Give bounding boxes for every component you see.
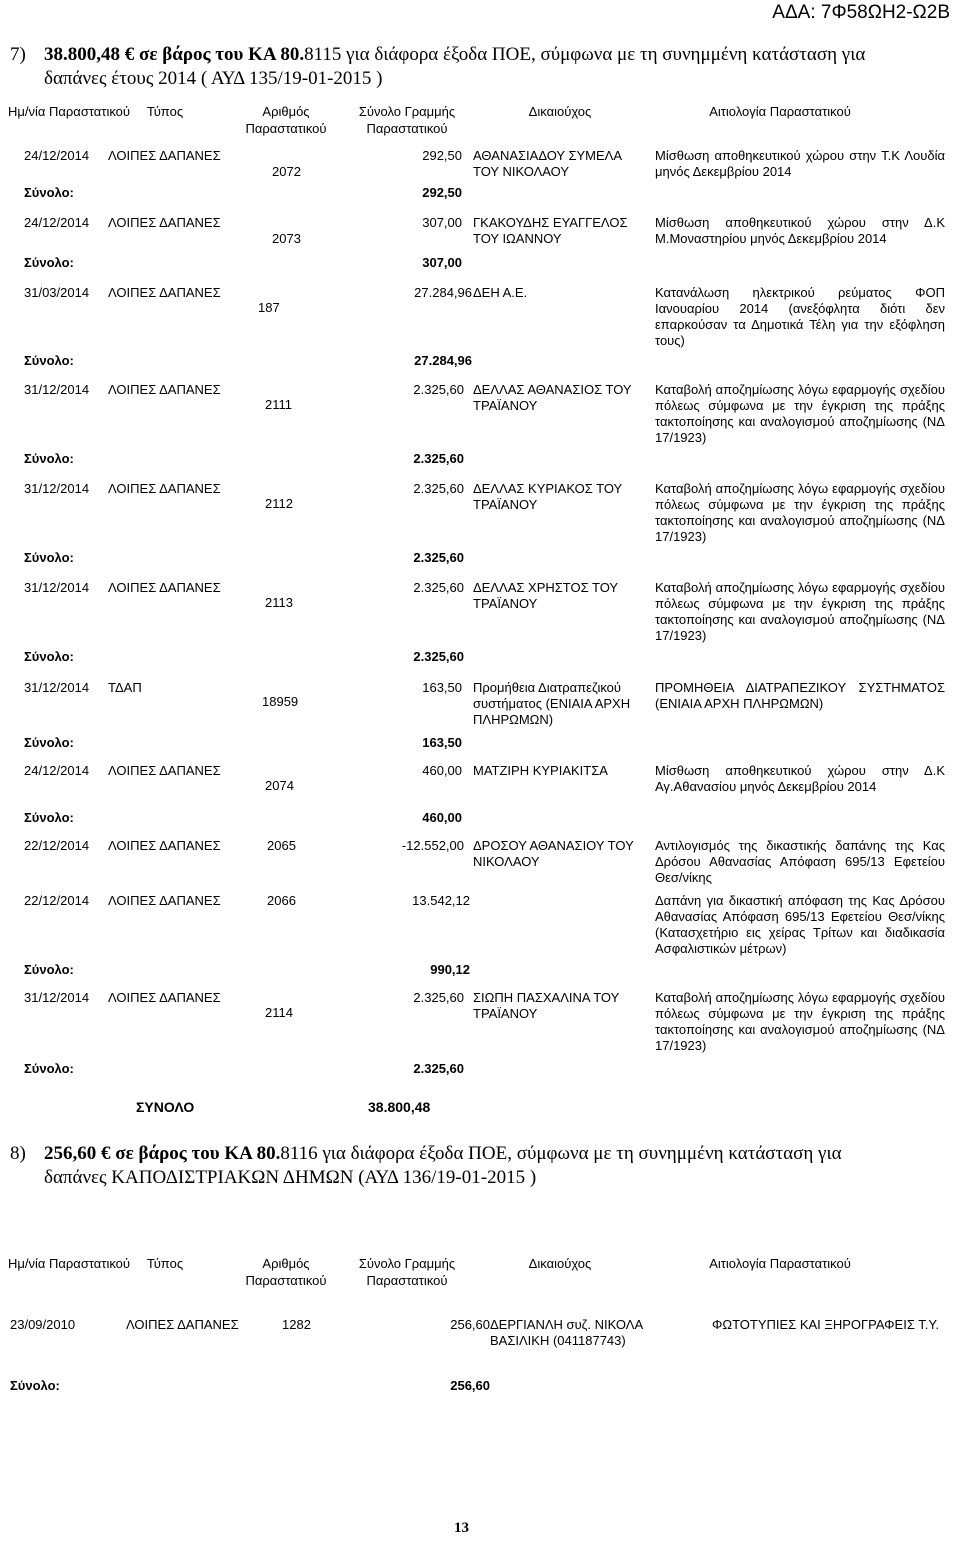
table-row-number: 2066 <box>267 893 296 908</box>
subtotal-value: 163,50 <box>422 735 462 750</box>
table-row-type: ΛΟΙΠΕΣ ΔΑΠΑΝΕΣ <box>108 893 221 908</box>
table-row-date: 31/12/2014 <box>24 481 90 496</box>
table-row-number: 2111 <box>265 397 292 412</box>
table-row-reason: Καταβολή αποζημίωσης λόγω εφαρμογής σχεδίου πόλεως σύμφωνα με την έγκριση της πράξης τακτοποίησης και αναλογισμού αποζημίωσης (ΝΔ 17/1923) <box>655 382 945 445</box>
table-row-type: ΛΟΙΠΕΣ ΔΑΠΑΝΕΣ <box>108 580 221 595</box>
table-row-reason: Μίσθωση αποθηκευτικού χώρου στην Δ.Κ Αγ.Αθανασίου μηνός Δεκεμβρίου 2014 <box>655 763 945 794</box>
table-row-beneficiary: ΔΕΗ Α.Ε. <box>473 285 528 300</box>
table-row-date: 31/12/2014 <box>24 680 90 695</box>
grand-total-value: 38.800,48 <box>368 1099 431 1115</box>
subtotal-label: Σύνολο: <box>24 451 74 466</box>
table-row-number: 2074 <box>265 778 294 793</box>
table-row-amount: 27.284,96 <box>414 285 472 300</box>
subtotal-label: Σύνολο: <box>24 649 74 664</box>
table-row-reason: ΦΩΤΟΤΥΠΙΕΣ ΚΑΙ ΞΗΡΟΓΡΑΦΕΙΣ Τ.Υ. <box>712 1317 939 1332</box>
table-row-beneficiary: ΜΑΤΖΙΡΗ ΚΥΡΙΑΚΙΤΣΑ <box>473 763 608 778</box>
section-8-text: 8116 για διάφορα έξοδα ΠΟΕ, σύμφωνα με τη συνημμένη κατάσταση για <box>280 1143 842 1164</box>
table-row-number: 187 <box>258 300 280 315</box>
subtotal-value: 307,00 <box>422 255 462 270</box>
table-row-amount: 307,00 <box>422 215 462 230</box>
table-row-date: 23/09/2010 <box>10 1317 76 1332</box>
header-line-total: Σύνολο Γραμμής Παραστατικού <box>358 104 456 136</box>
header-number: Αριθμός Παραστατικού <box>245 1256 327 1288</box>
table-row-date: 31/03/2014 <box>24 285 90 300</box>
table-row-reason: Αντιλογισμός της δικαστικής δαπάνης της Κας Δρόσου Αθανασίας Απόφαση 695/13 Εφετείου Θεσ/νίκης <box>655 838 945 885</box>
subtotal-value: 27.284,96 <box>414 353 472 368</box>
table-row-number: 2113 <box>265 595 293 610</box>
table-row-date: 31/12/2014 <box>24 990 90 1005</box>
table-row-type: ΛΟΙΠΕΣ ΔΑΠΑΝΕΣ <box>108 763 221 778</box>
table-row-number: 1282 <box>282 1317 311 1332</box>
header-date: Ημ/νία Παραστατικού <box>8 1256 131 1271</box>
header-type: Τύπος <box>146 1256 184 1271</box>
table-row-beneficiary: Προμήθεια Διατραπεζικού συστήματος (ΕΝΙΑΙΑ ΑΡΧΗ ΠΛΗΡΩΜΩΝ) <box>473 680 631 727</box>
table-row-beneficiary: ΔΕΛΛΑΣ ΑΘΑΝΑΣΙΟΣ ΤΟΥ ΤΡΑΪΑΝΟΥ <box>473 382 632 413</box>
table-row-date: 24/12/2014 <box>24 215 90 230</box>
table-row-amount: 292,50 <box>422 148 462 163</box>
table-row-reason: Καταβολή αποζημίωσης λόγω εφαρμογής σχεδίου πόλεως σύμφωνα με την έγκριση της πράξης τακτοποίησης και αναλογισμού αποζημίωσης (ΝΔ 17/1923) <box>655 481 945 544</box>
header-beneficiary: Δικαιούχος <box>528 104 592 119</box>
section-8-number: 8) <box>10 1143 26 1164</box>
section-8-heading <box>44 1143 842 1165</box>
table-row-beneficiary: ΔΕΛΛΑΣ ΚΥΡΙΑΚΟΣ ΤΟΥ ΤΡΑΪΑΝΟΥ <box>473 481 622 512</box>
section-7-heading <box>44 44 865 66</box>
table-row-beneficiary: ΣΙΩΠΗ ΠΑΣΧΑΛΙΝΑ ΤΟΥ ΤΡΑΪΑΝΟΥ <box>473 990 620 1021</box>
table-row-number: 18959 <box>262 694 299 709</box>
table-row-date: 24/12/2014 <box>24 763 90 778</box>
table-row-number: 2072 <box>272 164 301 179</box>
table-row-date: 31/12/2014 <box>24 382 90 397</box>
subtotal-label: Σύνολο: <box>10 1378 60 1393</box>
table-row-amount: -12.552,00 <box>401 838 464 853</box>
table-row-number: 2065 <box>267 838 296 853</box>
grand-total-label: ΣΥΝΟΛΟ <box>136 1099 195 1115</box>
subtotal-value: 2.325,60 <box>413 1061 464 1076</box>
section-7-subheading: δαπάνες έτους 2014 ( ΑΥΔ 135/19-01-2015 ) <box>44 68 383 89</box>
table-row-number: 2112 <box>265 496 293 511</box>
table-row-type: ΛΟΙΠΕΣ ΔΑΠΑΝΕΣ <box>126 1317 239 1332</box>
header-type: Τύπος <box>146 104 184 119</box>
table-row-date: 31/12/2014 <box>24 580 90 595</box>
table-row-beneficiary: ΔΕΡΓΙΑΝΛΗ συζ. ΝΙΚΟΛΑ ΒΑΣΙΛΙΚΗ (041187743) <box>490 1317 643 1348</box>
subtotal-label: Σύνολο: <box>24 185 74 200</box>
table-row-beneficiary: ΓΚΑΚΟΥΔΗΣ ΕΥΑΓΓΕΛΟΣ ΤΟΥ ΙΩΑΝΝΟΥ <box>473 215 628 246</box>
subtotal-label: Σύνολο: <box>24 255 74 270</box>
table-row-amount: 256,60 <box>450 1317 490 1332</box>
table-row-beneficiary: ΑΘΑΝΑΣΙΑΔΟΥ ΣΥΜΕΛΑ ΤΟΥ ΝΙΚΟΛΑΟΥ <box>473 148 622 179</box>
subtotal-label: Σύνολο: <box>24 735 74 750</box>
table-row-number: 2073 <box>272 231 301 246</box>
page-number: 13 <box>454 1520 469 1536</box>
subtotal-label: Σύνολο: <box>24 1061 74 1076</box>
table-row-beneficiary: ΔΡΟΣΟΥ ΑΘΑΝΑΣΙΟΥ ΤΟΥ ΝΙΚΟΛΑΟΥ <box>473 838 634 869</box>
table-row-reason: Μίσθωση αποθηκευτικού χώρου στην Δ.Κ Μ.Μοναστηρίου μηνός Δεκεμβρίου 2014 <box>655 215 945 246</box>
subtotal-value: 256,60 <box>450 1378 490 1393</box>
ada-code: ΑΔΑ: 7Φ58ΩΗ2-Ω2Β <box>772 2 950 23</box>
table-row-reason: Μίσθωση αποθηκευτικού χώρου στην Τ.Κ Λουδία μηνός Δεκεμβρίου 2014 <box>655 148 945 179</box>
table-row-date: 22/12/2014 <box>24 893 90 908</box>
table-row-reason: ΠΡΟΜΗΘΕΙΑ ΔΙΑΤΡΑΠΕΖΙΚΟΥ ΣΥΣΤΗΜΑΤΟΣ (ΕΝΙΑΙΑ ΑΡΧΗ ΠΛΗΡΩΜΩΝ) <box>655 680 945 711</box>
header-line-total: Σύνολο Γραμμής Παραστατικού <box>358 1256 456 1288</box>
section-7-amount: 38.800,48 € σε βάρος του ΚΑ 80. <box>44 44 305 65</box>
table-row-reason: Δαπάνη για δικαστική απόφαση της Κας Δρόσου Αθανασίας Απόφαση 695/13 Εφετείου Θεσ/νίκης (Κατασχετήριο εις χείρας Τρίτων και διαδικασία Ασφαλιστικών μέτρων) <box>655 893 945 956</box>
header-date: Ημ/νία Παραστατικού <box>8 104 131 119</box>
subtotal-value: 2.325,60 <box>413 550 464 565</box>
header-reason: Αιτιολογία Παραστατικού <box>709 1256 851 1271</box>
header-number: Αριθμός Παραστατικού <box>245 104 327 136</box>
table-row-number: 2114 <box>265 1005 293 1020</box>
table-row-reason: Κατανάλωση ηλεκτρικού ρεύματος ΦΟΠ Ιανουαρίου 2014 (ανεξόφλητα διότι δεν επαρκούσαν τα Δημοτικά Τέλη για την εξόφληση τους) <box>655 285 945 348</box>
subtotal-label: Σύνολο: <box>24 353 74 368</box>
table-row-type: ΛΟΙΠΕΣ ΔΑΠΑΝΕΣ <box>108 481 221 496</box>
table-row-type: ΛΟΙΠΕΣ ΔΑΠΑΝΕΣ <box>108 148 221 163</box>
subtotal-label: Σύνολο: <box>24 962 74 977</box>
table-row-type: ΤΔΑΠ <box>108 680 142 695</box>
section-8-subheading: δαπάνες ΚΑΠΟΔΙΣΤΡΙΑΚΩΝ ΔΗΜΩΝ (ΑΥΔ 136/19-01-2015 ) <box>44 1167 537 1188</box>
subtotal-label: Σύνολο: <box>24 810 74 825</box>
subtotal-value: 990,12 <box>430 962 470 977</box>
table-row-type: ΛΟΙΠΕΣ ΔΑΠΑΝΕΣ <box>108 285 221 300</box>
table-row-reason: Καταβολή αποζημίωσης λόγω εφαρμογής σχεδίου πόλεως σύμφωνα με την έγκριση της πράξης τακτοποίησης και αναλογισμού αποζημίωσης (ΝΔ 17/1923) <box>655 990 945 1053</box>
subtotal-value: 2.325,60 <box>413 451 464 466</box>
section-8-amount: 256,60 € σε βάρος του ΚΑ 80. <box>44 1143 281 1164</box>
table-row-beneficiary: ΔΕΛΛΑΣ ΧΡΗΣΤΟΣ ΤΟΥ ΤΡΑΪΑΝΟΥ <box>473 580 618 611</box>
table-row-reason: Καταβολή αποζημίωσης λόγω εφαρμογής σχεδίου πόλεως σύμφωνα με την έγκριση της πράξης τακτοποίησης και αναλογισμού αποζημίωσης (ΝΔ 17/1923) <box>655 580 945 643</box>
section-7-number: 7) <box>10 44 26 65</box>
table-row-type: ΛΟΙΠΕΣ ΔΑΠΑΝΕΣ <box>108 990 221 1005</box>
table-row-amount: 163,50 <box>422 680 462 695</box>
subtotal-value: 460,00 <box>422 810 462 825</box>
table-row-type: ΛΟΙΠΕΣ ΔΑΠΑΝΕΣ <box>108 838 221 853</box>
header-beneficiary: Δικαιούχος <box>528 1256 592 1271</box>
table-row-type: ΛΟΙΠΕΣ ΔΑΠΑΝΕΣ <box>108 382 221 397</box>
table-row-amount: 2.325,60 <box>413 990 464 1005</box>
table-row-date: 24/12/2014 <box>24 148 90 163</box>
header-reason: Αιτιολογία Παραστατικού <box>709 104 851 119</box>
table-row-type: ΛΟΙΠΕΣ ΔΑΠΑΝΕΣ <box>108 215 221 230</box>
table-row-amount: 13.542,12 <box>412 893 470 908</box>
table-row-amount: 2.325,60 <box>413 481 464 496</box>
table-row-amount: 2.325,60 <box>413 382 464 397</box>
table-row-amount: 460,00 <box>422 763 462 778</box>
section-7-text: 8115 για διάφορα έξοδα ΠΟΕ, σύμφωνα με τη συνημμένη κατάσταση για <box>304 44 866 65</box>
subtotal-value: 292,50 <box>422 185 462 200</box>
table-row-date: 22/12/2014 <box>24 838 90 853</box>
table-row-amount: 2.325,60 <box>413 580 464 595</box>
subtotal-value: 2.325,60 <box>413 649 464 664</box>
subtotal-label: Σύνολο: <box>24 550 74 565</box>
